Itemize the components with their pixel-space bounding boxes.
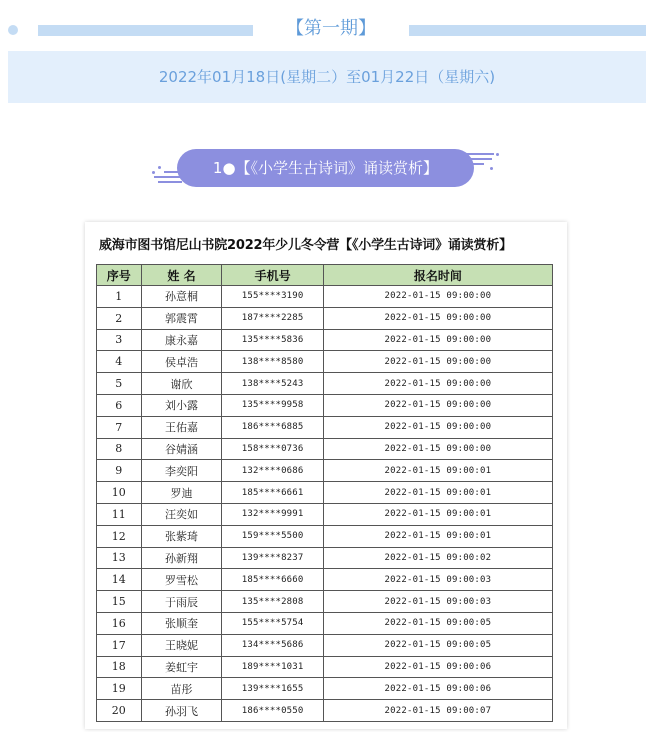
row-phone: 135****5836 bbox=[222, 329, 323, 351]
row-time: 2022-01-15 09:00:01 bbox=[323, 525, 552, 547]
row-name: 郭震霄 bbox=[141, 307, 222, 329]
row-index: 5 bbox=[97, 373, 142, 395]
row-name: 王晓妮 bbox=[141, 634, 222, 656]
row-name: 苗彤 bbox=[141, 678, 222, 700]
issue-header bbox=[0, 14, 655, 40]
row-phone: 187****2285 bbox=[222, 307, 323, 329]
table-row bbox=[97, 460, 553, 482]
table-row bbox=[97, 678, 553, 700]
row-phone: 139****8237 bbox=[222, 547, 323, 569]
row-index: 17 bbox=[97, 634, 142, 656]
row-index: 6 bbox=[97, 394, 142, 416]
row-phone: 132****9991 bbox=[222, 503, 323, 525]
decor-line bbox=[154, 176, 182, 178]
column-header-phone: 手机号 bbox=[222, 265, 323, 286]
row-time: 2022-01-15 09:00:00 bbox=[323, 438, 552, 460]
row-time: 2022-01-15 09:00:07 bbox=[323, 700, 552, 722]
table-row bbox=[97, 286, 553, 308]
row-index: 9 bbox=[97, 460, 142, 482]
row-phone: 135****9958 bbox=[222, 394, 323, 416]
table-row bbox=[97, 482, 553, 504]
row-name: 李奕阳 bbox=[141, 460, 222, 482]
table-row bbox=[97, 329, 553, 351]
row-name: 刘小露 bbox=[141, 394, 222, 416]
row-name: 孙羽飞 bbox=[141, 700, 222, 722]
row-time: 2022-01-15 09:00:01 bbox=[323, 460, 552, 482]
row-phone: 132****0686 bbox=[222, 460, 323, 482]
row-name: 谢欣 bbox=[141, 373, 222, 395]
decor-line bbox=[158, 181, 182, 183]
row-index: 15 bbox=[97, 591, 142, 613]
row-phone: 138****8580 bbox=[222, 351, 323, 373]
row-index: 3 bbox=[97, 329, 142, 351]
row-time: 2022-01-15 09:00:00 bbox=[323, 394, 552, 416]
row-name: 罗迪 bbox=[141, 482, 222, 504]
date-range-banner: 2022年01月18日(星期二）至01月22日（星期六) bbox=[8, 51, 646, 103]
row-index: 4 bbox=[97, 351, 142, 373]
row-name: 侯卓浩 bbox=[141, 351, 222, 373]
row-phone: 138****5243 bbox=[222, 373, 323, 395]
row-phone: 189****1031 bbox=[222, 656, 323, 678]
row-name: 罗雪松 bbox=[141, 569, 222, 591]
divider-right bbox=[409, 25, 646, 36]
table-row bbox=[97, 591, 553, 613]
row-index: 7 bbox=[97, 416, 142, 438]
table-row bbox=[97, 612, 553, 634]
row-phone: 134****5686 bbox=[222, 634, 323, 656]
row-phone: 139****1655 bbox=[222, 678, 323, 700]
row-time: 2022-01-15 09:00:02 bbox=[323, 547, 552, 569]
decor-dot bbox=[152, 171, 155, 174]
table-row bbox=[97, 656, 553, 678]
decor-dot bbox=[496, 153, 499, 156]
row-name: 姜虹宇 bbox=[141, 656, 222, 678]
row-phone: 186****0550 bbox=[222, 700, 323, 722]
row-name: 张顺奎 bbox=[141, 612, 222, 634]
row-time: 2022-01-15 09:00:00 bbox=[323, 351, 552, 373]
row-time: 2022-01-15 09:00:06 bbox=[323, 678, 552, 700]
divider-left bbox=[38, 25, 253, 36]
row-index: 12 bbox=[97, 525, 142, 547]
row-name: 孙意桐 bbox=[141, 286, 222, 308]
row-time: 2022-01-15 09:00:00 bbox=[323, 307, 552, 329]
table-row bbox=[97, 700, 553, 722]
row-index: 8 bbox=[97, 438, 142, 460]
row-time: 2022-01-15 09:00:01 bbox=[323, 503, 552, 525]
decor-dot bbox=[490, 167, 493, 170]
table-row bbox=[97, 373, 553, 395]
card-title: 威海市图书馆尼山书院2022年少儿冬令营【《小学生古诗词》诵读赏析】 bbox=[99, 238, 512, 253]
column-header-time: 报名时间 bbox=[323, 265, 552, 286]
decor-dot bbox=[158, 166, 161, 169]
row-time: 2022-01-15 09:00:05 bbox=[323, 634, 552, 656]
bullet-dot bbox=[8, 25, 18, 35]
row-time: 2022-01-15 09:00:00 bbox=[323, 416, 552, 438]
issue-title: 【第一期】 bbox=[286, 18, 376, 39]
table-row bbox=[97, 307, 553, 329]
table-row bbox=[97, 438, 553, 460]
row-index: 20 bbox=[97, 700, 142, 722]
row-index: 2 bbox=[97, 307, 142, 329]
row-time: 2022-01-15 09:00:00 bbox=[323, 286, 552, 308]
table-row bbox=[97, 351, 553, 373]
row-name: 王佑嘉 bbox=[141, 416, 222, 438]
row-name: 康永嘉 bbox=[141, 329, 222, 351]
table-row bbox=[97, 416, 553, 438]
section-header bbox=[0, 145, 655, 193]
row-name: 谷婧涵 bbox=[141, 438, 222, 460]
row-phone: 185****6660 bbox=[222, 569, 323, 591]
row-time: 2022-01-15 09:00:03 bbox=[323, 591, 552, 613]
table-row bbox=[97, 547, 553, 569]
table-row bbox=[97, 569, 553, 591]
row-phone: 158****0736 bbox=[222, 438, 323, 460]
registration-table bbox=[96, 264, 553, 722]
row-time: 2022-01-15 09:00:01 bbox=[323, 482, 552, 504]
row-time: 2022-01-15 09:00:00 bbox=[323, 329, 552, 351]
table-header-row bbox=[97, 265, 553, 286]
row-phone: 155****3190 bbox=[222, 286, 323, 308]
table-row bbox=[97, 394, 553, 416]
row-time: 2022-01-15 09:00:00 bbox=[323, 373, 552, 395]
row-index: 18 bbox=[97, 656, 142, 678]
decor-line bbox=[470, 158, 492, 160]
row-name: 张紫琦 bbox=[141, 525, 222, 547]
row-phone: 155****5754 bbox=[222, 612, 323, 634]
row-phone: 186****6885 bbox=[222, 416, 323, 438]
row-index: 11 bbox=[97, 503, 142, 525]
section-pill: 1●【《小学生古诗词》诵读赏析】 bbox=[177, 149, 474, 187]
row-name: 孙新翔 bbox=[141, 547, 222, 569]
row-index: 13 bbox=[97, 547, 142, 569]
row-name: 于雨辰 bbox=[141, 591, 222, 613]
column-header-index: 序号 bbox=[97, 265, 142, 286]
row-phone: 135****2808 bbox=[222, 591, 323, 613]
row-time: 2022-01-15 09:00:06 bbox=[323, 656, 552, 678]
row-phone: 159****5500 bbox=[222, 525, 323, 547]
row-index: 14 bbox=[97, 569, 142, 591]
table-row bbox=[97, 525, 553, 547]
row-phone: 185****6661 bbox=[222, 482, 323, 504]
row-time: 2022-01-15 09:00:05 bbox=[323, 612, 552, 634]
row-time: 2022-01-15 09:00:03 bbox=[323, 569, 552, 591]
table-row bbox=[97, 634, 553, 656]
table-row bbox=[97, 503, 553, 525]
decor-line bbox=[466, 153, 494, 155]
row-index: 10 bbox=[97, 482, 142, 504]
row-index: 19 bbox=[97, 678, 142, 700]
row-name: 汪奕如 bbox=[141, 503, 222, 525]
registration-card bbox=[85, 222, 567, 729]
row-index: 16 bbox=[97, 612, 142, 634]
column-header-name: 姓 名 bbox=[141, 265, 222, 286]
row-index: 1 bbox=[97, 286, 142, 308]
